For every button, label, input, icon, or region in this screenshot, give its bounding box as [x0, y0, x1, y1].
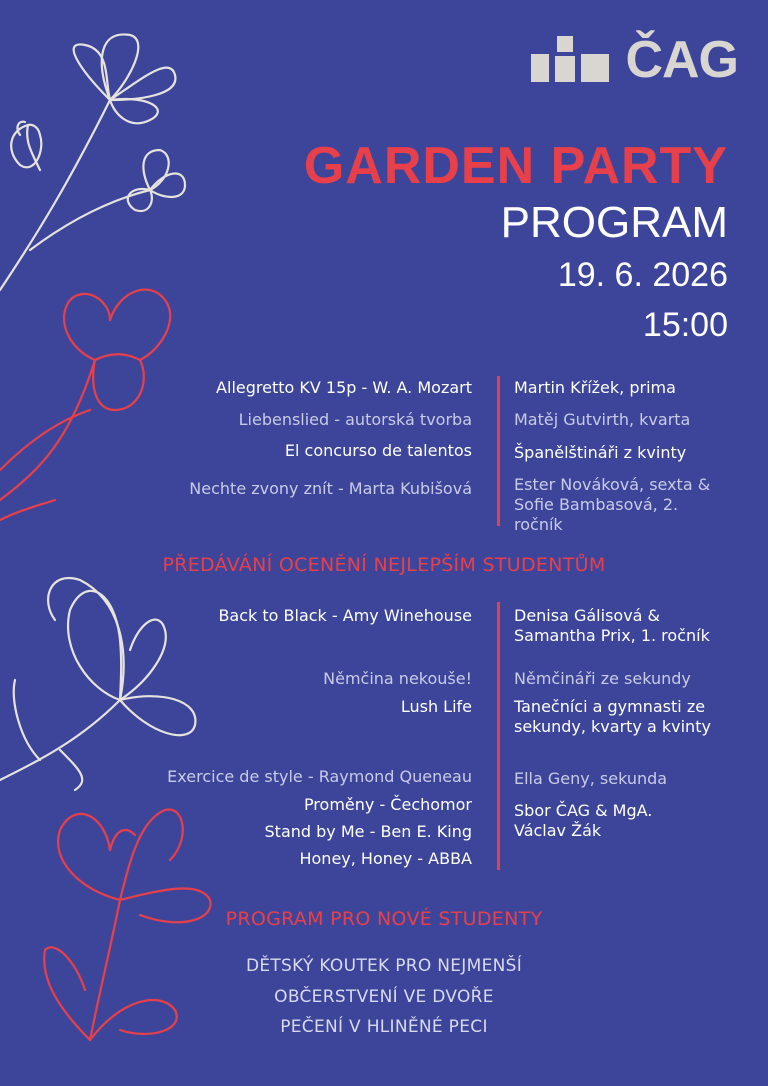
logo-text: ČAG [625, 31, 738, 89]
program-performer: Sbor ČAG & MgA. Václav Žák [514, 801, 653, 840]
program-piece: Back to Black - Amy Winehouse [218, 606, 472, 625]
program-piece: Allegretto KV 15p - W. A. Mozart [216, 378, 472, 397]
program-performer: Ella Geny, sekunda [514, 769, 668, 788]
extra-item: PEČENÍ V HLINĚNÉ PECI [280, 1017, 488, 1037]
program-divider [497, 376, 500, 526]
program-piece: Exercice de style - Raymond Queneau [167, 767, 472, 786]
program-performer: Němčináři ze sekundy [514, 669, 691, 688]
program-piece: Stand by Me - Ben E. King [264, 822, 472, 841]
event-title: GARDEN PARTY [303, 137, 728, 195]
school-logo [531, 30, 738, 90]
award-heading: PŘEDÁVÁNÍ OCENĚNÍ NEJLEPŠÍM STUDENTŮM [162, 554, 606, 576]
extra-item: OBČERSTVENÍ VE DVOŘE [274, 987, 494, 1007]
event-time: 15:00 [642, 306, 728, 344]
program-piece: Lush Life [400, 697, 472, 716]
program-performer: Tanečníci a gymnasti ze sekundy, kvarty a kvinty [514, 697, 711, 736]
program-performer: Ester Nováková, sexta & Sofie Bambasová, 2. ročník [514, 475, 711, 534]
program-piece: Nechte zvony znít - Marta Kubišová [189, 479, 472, 498]
program-performer: Denisa Gálisová & Samantha Prix, 1. ročník [514, 606, 710, 645]
event-subtitle: PROGRAM [500, 198, 728, 247]
extra-item: DĚTSKÝ KOUTEK PRO NEJMENŠÍ [245, 956, 523, 976]
program-performer: Matěj Gutvirth, kvarta [514, 410, 691, 429]
event-date: 19. 6. 2026 [557, 256, 728, 294]
program-performer: Martin Křížek, prima [514, 378, 676, 397]
program-piece: El concurso de talentos [284, 441, 472, 460]
program-piece: Proměny - Čechomor [303, 795, 472, 814]
program-piece: Němčina nekouše! [323, 669, 472, 688]
logo-mark-icon [531, 30, 613, 90]
program-performer: Španělštináři z kvinty [514, 443, 687, 462]
program-divider [497, 602, 500, 870]
new-students-heading: PROGRAM PRO NOVÉ STUDENTY [225, 908, 543, 930]
program-piece: Liebenslied - autorská tvorba [238, 410, 472, 429]
program-piece: Honey, Honey - ABBA [299, 849, 472, 868]
